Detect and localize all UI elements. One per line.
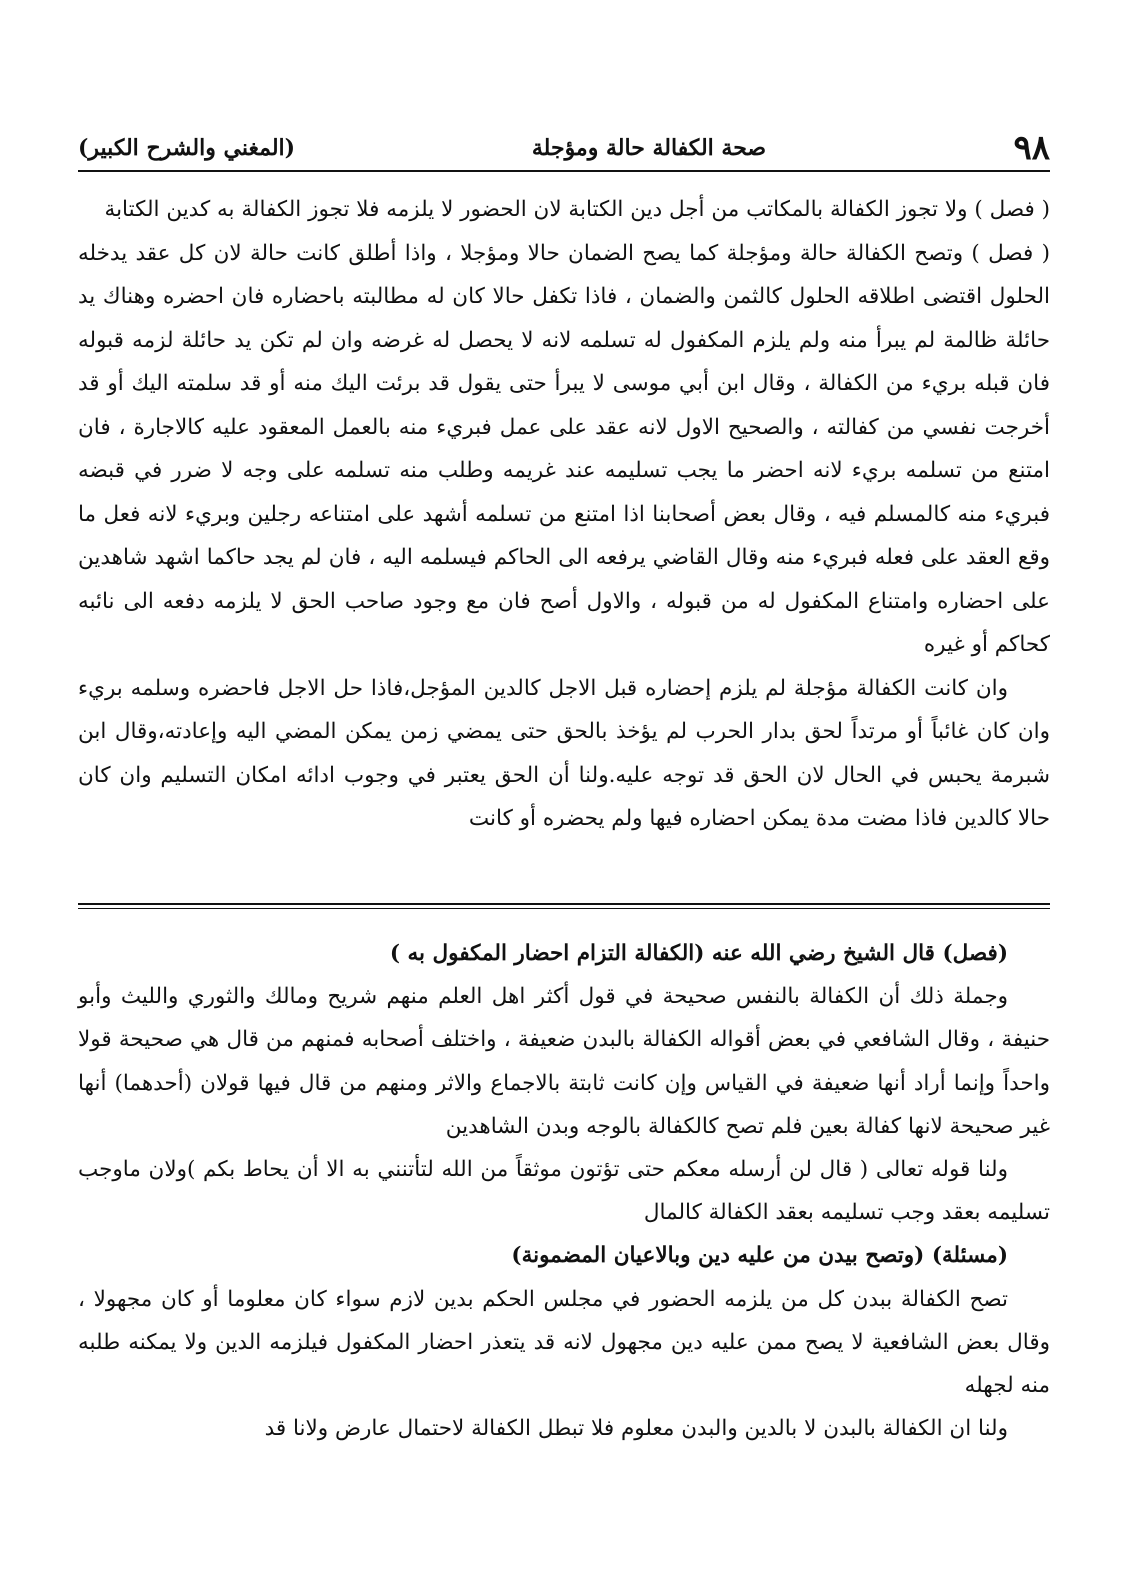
commentary-heading: (فصل) قال الشيخ رضي الله عنه (الكفالة التزام احضار المكفول به ) [389, 941, 1008, 966]
page-header [78, 128, 1050, 168]
page-number: ٩٨ [1013, 128, 1050, 168]
masala-heading: (مسئلة) (وتصح بيدن من عليه دين وبالاعيان المضمونة) [511, 1243, 1008, 1269]
main-paragraph-3: وان كانت الكفالة مؤجلة لم يلزم إحضاره قبل الاجل كالدين المؤجل،فاذا حل الاجل فاحضره وسلمه بريء وان كان غائباً أو مرتداً لحق بدار الحرب لم يؤخذ بالحق حتى يمضي زمن يمكن المضي اليه وإعادته،وقال ابن شبرمة يحبس في الحال لان الحق قد توجه عليه.ولنا أن الحق يعتبر في وجوب ادائه امكان التسليم وان كان حالا كالدين فاذا مضت مدة يمكن احضاره فيها ولم يحضره أو كانت [78, 675, 1050, 831]
main-paragraph-1: ( فصل ) ولا تجوز الكفالة بالمكاتب من أجل دين الكتابة لان الحضور لا يلزمه فلا تجوز الكفالة به كدين الكتابة [104, 197, 1050, 222]
footnote-separator [78, 903, 1050, 909]
commentary-text [78, 932, 1050, 1450]
main-text [78, 188, 1050, 841]
book-title: (المغني والشرح الكبير) [78, 135, 296, 161]
commentary-paragraph-1: وجملة ذلك أن الكفالة بالنفس صحيحة في قول أكثر اهل العلم منهم شريح ومالك والثوري والليث وأبو حنيفة ، وقال الشافعي في بعض أقواله الكفالة بالبدن ضعيفة ، واختلف أصحابه فمنهم من قال هي صحيحة قولا واحداً وإنما أراد أنها ضعيفة في القياس وإن كانت ثابتة بالاجماع والاثر ومنهم من قال فيها قولان (أحدهما) أنها غير صحيحة لانها كفالة بعين فلم تصح كالكفالة بالوجه وبدن الشاهدين [78, 984, 1050, 1139]
commentary-paragraph-2: ولنا قوله تعالى ( قال لن أرسله معكم حتى تؤتون موثقاً من الله لتأتنني به الا أن يحاط بكم )ولان ماوجب تسليمه بعقد وجب تسليمه بعقد الكفالة كالمال [78, 1157, 1050, 1226]
header-rule [78, 170, 1050, 172]
commentary-paragraph-4: ولنا ان الكفالة بالبدن لا بالدين والبدن معلوم فلا تبطل الكفالة لاحتمال عارض ولانا قد [264, 1416, 1008, 1442]
commentary-paragraph-3: تصح الكفالة ببدن كل من يلزمه الحضور في مجلس الحكم بدين لازم سواء كان معلوما أو كان مجهولا ، وقال بعض الشافعية لا يصح ممن عليه دين مجهول لانه قد يتعذر احضار المكفول فيلزمه الدين ولا يمكنه طلبه منه لجهله [78, 1286, 1050, 1399]
running-title: صحة الكفالة حالة ومؤجلة [531, 135, 767, 161]
main-paragraph-2: ( فصل ) وتصح الكفالة حالة ومؤجلة كما يصح الضمان حالا ومؤجلا ، واذا أطلق كانت حالة لان كل عقد يدخله الحلول اقتضى اطلاقه الحلول كالثمن والضمان ، فاذا تكفل حالا كان له مطالبته باحضاره فان احضره وهناك يد حائلة ظالمة لم يبرأ منه ولم يلزم المكفول له تسلمه لانه لا يحصل له غرضه وان لم تكن يد حائلة لزمه قبوله فان قبله بريء من الكفالة ، وقال ابن أبي موسى لا يبرأ حتى يقول قد برئت اليك منه أو قد سلمته اليك أو قد أخرجت نفسي من كفالته ، والصحيح الاول لانه عقد على عمل فبريء منه بالعمل المعقود عليه كالاجارة ، فان امتنع من تسلمه بريء لانه احضر ما يجب تسليمه عند غريمه وطلب منه تسلمه على وجه لا ضرر في قبضه فبريء منه كالمسلم فيه ، وقال بعض أصحابنا اذا امتنع من تسلمه أشهد على امتناعه رجلين وبريء لانه فعل ما وقع العقد على فعله فبريء منه وقال القاضي يرفعه الى الحاكم فيسلمه اليه ، فان لم يجد حاكما اشهد شاهدين على احضاره وامتناع المكفول له من قبوله ، والاول أصح فان مع وجود صاحب الحق لا يلزمه دفعه الى نائبه كحاكم أو غيره [78, 240, 1050, 657]
